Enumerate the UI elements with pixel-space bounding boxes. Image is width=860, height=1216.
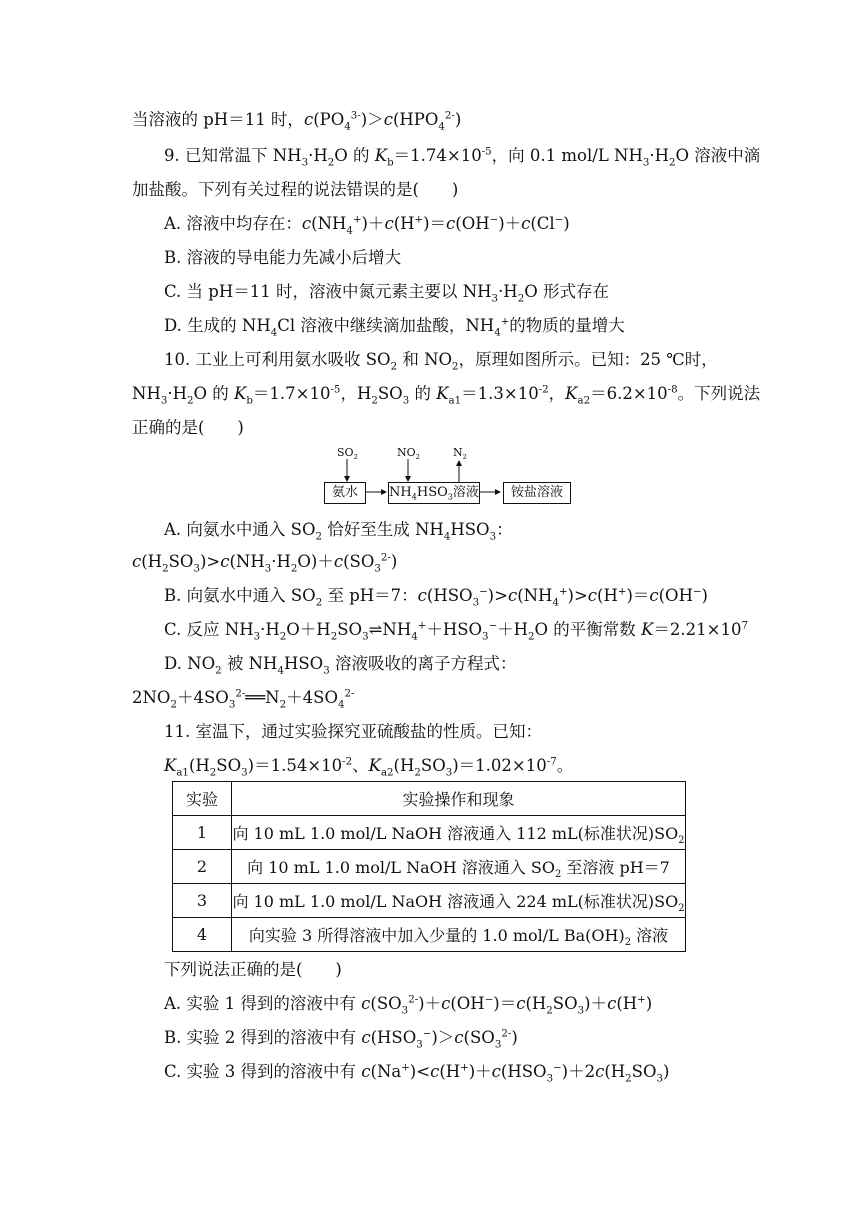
label-n2: $N_2$: [453, 446, 467, 462]
q9-option-b: B. 溶液的导电能力先减小后增大: [164, 248, 402, 267]
q10-stem-2: $NH_3\cdot H_2O$ 的 $K_b=1.7\times 10^{-5}$，$H_2SO_3$ 的 $K_{a1}=1.3\times 10^{-2}$，$K_{a2}=6.2\times 10^{-8}$。下列说法: [132, 384, 761, 407]
table-row: [173, 816, 686, 850]
row-number: 2: [173, 850, 232, 884]
table-row: [173, 884, 686, 918]
box-ammonium-salt: 铵盐溶液: [503, 482, 571, 504]
row-number: 4: [173, 918, 232, 952]
table-header-row: [173, 782, 686, 816]
row-operation: 向 10 mL 1.0 mol/L NaOH 溶液通入 112 mL(标准状况)$SO_2$: [232, 816, 686, 850]
q10-option-c: C. 反应 $NH_3\cdot H_2O+H_2SO_3\rightleftharpoons NH_4^++HSO_3^-+H_2O$ 的平衡常数 $K=2.21\times 10^7$: [164, 620, 748, 643]
q10-option-d-2: $2NO_2+4SO_3^{2-}══N_2+4SO_4^{2-}$: [132, 688, 355, 711]
row-number: 1: [173, 816, 232, 850]
experiment-table: [172, 781, 686, 952]
row-operation: 向实验 3 所得溶液中加入少量的 1.0 mol/L $Ba(OH)_2$ 溶液: [232, 918, 686, 952]
q10-option-d-1: D. $NO_2$ 被 $NH_4HSO_3$ 溶液吸收的离子方程式：: [164, 654, 517, 677]
label-no2: $NO_2$: [397, 446, 420, 462]
q11-option-a: A. 实验 1 得到的溶液中有 $c(SO_3^{2-})+c(OH^-)=c(H_2SO_3)+c(H^+)$: [164, 994, 653, 1017]
q9-stem-2: 加盐酸。下列有关过程的说法错误的是( ): [132, 180, 459, 199]
box-nh4hso3: $NH_4HSO_3$溶液: [388, 482, 480, 504]
q11-stem-3: 下列说法正确的是( ): [164, 960, 342, 979]
table-row: [173, 850, 686, 884]
q11-option-b: B. 实验 2 得到的溶液中有 $c(HSO_3^-)>c(SO_3^{2-})$: [164, 1028, 518, 1051]
q9-option-d: D. 生成的 $NH_4Cl$ 溶液中继续滴加盐酸，$NH_4^+$的物质的量增大: [164, 316, 625, 339]
q10-stem-3: 正确的是( ): [132, 418, 244, 437]
row-operation: 向 10 mL 1.0 mol/L NaOH 溶液通入 224 mL(标准状况)$SO_2$: [232, 884, 686, 918]
q9-option-c: C. 当 pH＝11 时，溶液中氮元素主要以 $NH_3\cdot H_2O$ 形式存在: [164, 282, 609, 305]
header-operation: 实验操作和现象: [232, 782, 686, 816]
q11-stem-1: 11. 室温下，通过实验探究亚硫酸盐的性质。已知：: [164, 722, 542, 741]
header-experiment: 实验: [173, 782, 232, 816]
q10-option-b: B. 向氨水中通入 $SO_2$ 至 pH＝7：$c(HSO_3^-)>c(NH_4^+)>c(H^+)=c(OH^-)$: [164, 586, 708, 609]
q10-option-a-1: A. 向氨水中通入 $SO_2$ 恰好至生成 $NH_4HSO_3$：: [164, 520, 513, 543]
label-so2: $SO_2$: [337, 446, 358, 462]
line-top: 当溶液的 pH＝11 时，$c(PO_4^{3-})>c(HPO_4^{2-})$: [132, 110, 462, 133]
absorption-flow-diagram: [322, 447, 570, 505]
q9-stem-1: 9. 已知常温下 $NH_3\cdot H_2O$ 的 $K_b=1.74\times 10^{-5}$，向 0.1 mol/L $NH_3\cdot H_2O$ 溶液中滴: [164, 146, 761, 169]
q11-stem-2: $K_{a1}(H_2SO_3)=1.54\times 10^{-2}$、$K_{a2}(H_2SO_3)=1.02\times 10^{-7}$。: [164, 756, 574, 779]
box-ammonia: 氨水: [324, 482, 366, 504]
q11-option-c: C. 实验 3 得到的溶液中有 $c(Na^+)<c(H^+)+c(HSO_3^-)+2c(H_2SO_3)$: [164, 1062, 670, 1085]
row-operation: 向 10 mL 1.0 mol/L NaOH 溶液通入 $SO_2$ 至溶液 pH＝7: [232, 850, 686, 884]
row-number: 3: [173, 884, 232, 918]
q10-option-a-2: $c(H_2SO_3)>c(NH_3\cdot H_2O)+c(SO_3^{2-})$: [132, 552, 398, 575]
table-row: [173, 918, 686, 952]
q10-stem-1: 10. 工业上可利用氨水吸收 $SO_2$ 和 $NO_2$，原理如图所示。已知：25 ℃时，: [164, 350, 718, 373]
q9-option-a: A. 溶液中均存在：$c(NH_4^+)+c(H^+)=c(OH^-)+c(Cl^-)$: [164, 214, 570, 237]
